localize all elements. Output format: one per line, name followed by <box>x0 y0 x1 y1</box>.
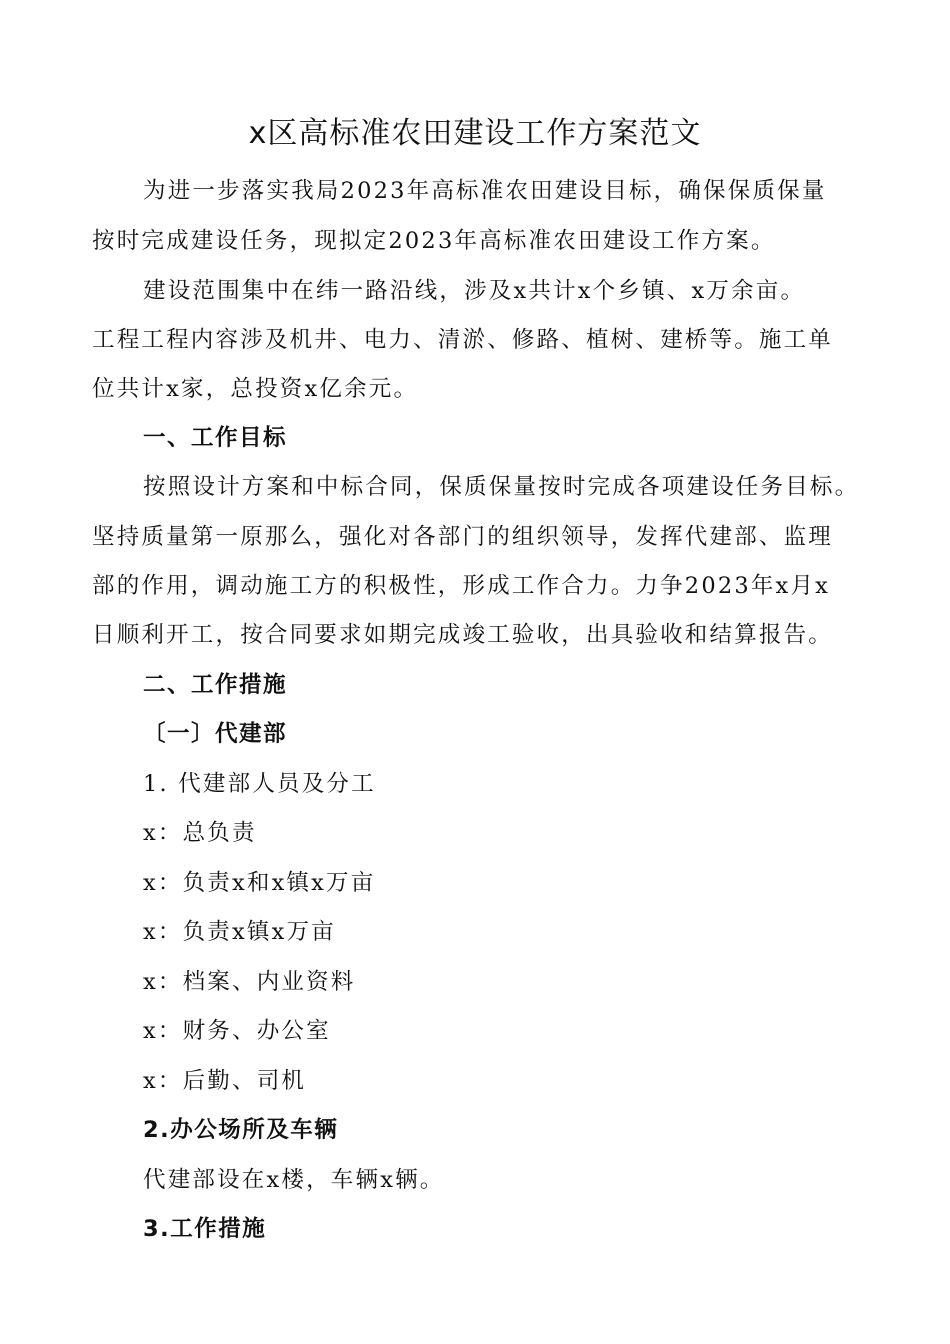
staff-line: x：负责x镇x万亩 <box>143 919 336 945</box>
paragraph-line: 按时完成建设任务，现拟定2023年高标准农田建设工作方案。 <box>92 228 776 254</box>
paragraph-line: 坚持质量第一原那么，强化对各部门的组织领导，发挥代建部、监理 <box>92 524 834 550</box>
paragraph-line: 工程工程内容涉及机井、电力、清淤、修路、植树、建桥等。施工单 <box>92 327 834 353</box>
staff-line: x：总负责 <box>143 820 257 846</box>
section-heading: 一、工作目标 <box>143 425 288 451</box>
paragraph-line: 部的作用，调动施工方的积极性，形成工作合力。力争2023年x月x <box>92 573 831 599</box>
staff-line: x：后勤、司机 <box>143 1068 307 1094</box>
item-heading: 1. 代建部人员及分工 <box>143 771 376 797</box>
paragraph-line: 建设范围集中在纬一路沿线，涉及x共计x个乡镇、x万余亩。 <box>143 278 806 304</box>
paragraph-line: 日顺利开工，按合同要求如期完成竣工验收，出具验收和结算报告。 <box>92 622 834 648</box>
item-heading: 3.工作措施 <box>143 1216 267 1242</box>
document-title: x区高标准农田建设工作方案范文 <box>248 116 702 151</box>
subsection-heading: 〔一〕代建部 <box>143 721 288 747</box>
paragraph-line: 为进一步落实我局2023年高标准农田建设目标，确保保质保量 <box>143 178 827 204</box>
item-heading: 2.办公场所及车辆 <box>143 1117 339 1143</box>
paragraph-line: 代建部设在x楼，车辆x辆。 <box>143 1167 445 1193</box>
section-heading: 二、工作措施 <box>143 672 288 698</box>
staff-line: x：负责x和x镇x万亩 <box>143 870 376 896</box>
staff-line: x：档案、内业资料 <box>143 969 356 995</box>
paragraph-line: 位共计x家，总投资x亿余元。 <box>92 376 419 402</box>
staff-line: x：财务、办公室 <box>143 1018 331 1044</box>
paragraph-line: 按照设计方案和中标合同，保质保量按时完成各项建设任务目标。 <box>143 474 860 500</box>
